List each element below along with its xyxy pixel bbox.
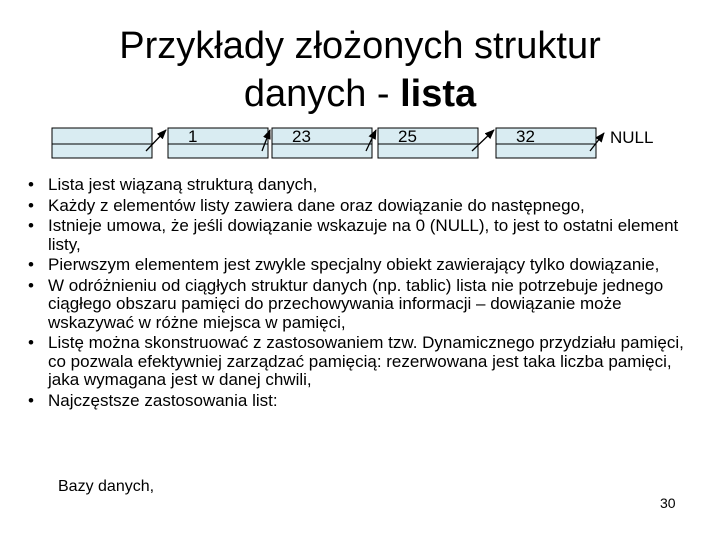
node-value-label: 1 [188,127,198,146]
bullet-dot: • [28,175,34,194]
node-data-cell [272,128,372,144]
linked-list-diagram [0,0,720,175]
node-data-cell [168,128,268,144]
node-pointer-cell [496,144,596,158]
bullet-text: Pierwszym elementem jest zwykle specjalny obiekt zawierający tylko dowiązanie, [48,255,660,274]
node-data-cell [378,128,478,144]
slide-title-line1: Przykłady złożonych struktur [119,25,601,67]
bullet-dot: • [28,195,34,215]
node-value-label: 23 [292,127,311,146]
null-terminator-label: NULL [610,128,654,147]
bullet-dot: • [28,333,34,352]
bullet-text: Listę można skonstruować z zastosowaniem tzw. Dynamicznego przydziału pamięci, co pozwala efektywniej zarządzać pamięcią: rezerwowana jest taka liczba pamięci, jaka wymagana jest w danej chwili, [48,333,684,389]
bullet-text: Istnieje umowa, że jeśli dowiązanie wskazuje na 0 (NULL), to jest to ostatni element listy, [48,216,679,254]
sub-bullet-item: Bazy danych, [58,478,155,495]
list-nodes [52,127,596,158]
bullet-item [28,217,688,254]
node-pointer-cell [378,144,478,158]
bullet-list [28,176,688,412]
bullet-item [28,277,688,333]
node-data-cell [52,128,152,144]
bullet-dot: • [28,275,34,295]
bullet-item [28,176,688,195]
node-pointer-cell [52,144,152,158]
bullet-item [28,197,688,216]
node-value-label: 25 [398,127,417,146]
bullet-text: Każdy z elementów listy zawiera dane oraz dowiązanie do następnego, [48,195,585,215]
node-pointer-cell [168,144,268,158]
node-pointer-cell [272,144,372,158]
bullet-dot: • [28,255,34,274]
page-number: 30 [660,495,676,511]
bullet-dot: • [28,390,34,410]
bullet-text: W odróżnieniu od ciągłych struktur danych (np. tablic) lista nie potrzebuje jednego ciągłego obszaru pamięci do przechowywania informacji – dowiązanie może wskazywać w różne miejsca w pamięci, [48,275,664,332]
bullet-item [28,256,688,275]
title-bold-word: lista [400,73,477,115]
bullet-dot: • [28,216,34,235]
bullet-text: Najczęstsze zastosowania list: [48,390,278,410]
node-data-cell [496,128,596,144]
bullet-item [28,334,688,390]
bullet-item [28,392,688,411]
node-value-label: 32 [516,127,535,146]
title-prefix: danych - [243,73,401,115]
bullet-text: Lista jest wiązaną strukturą danych, [48,175,318,194]
